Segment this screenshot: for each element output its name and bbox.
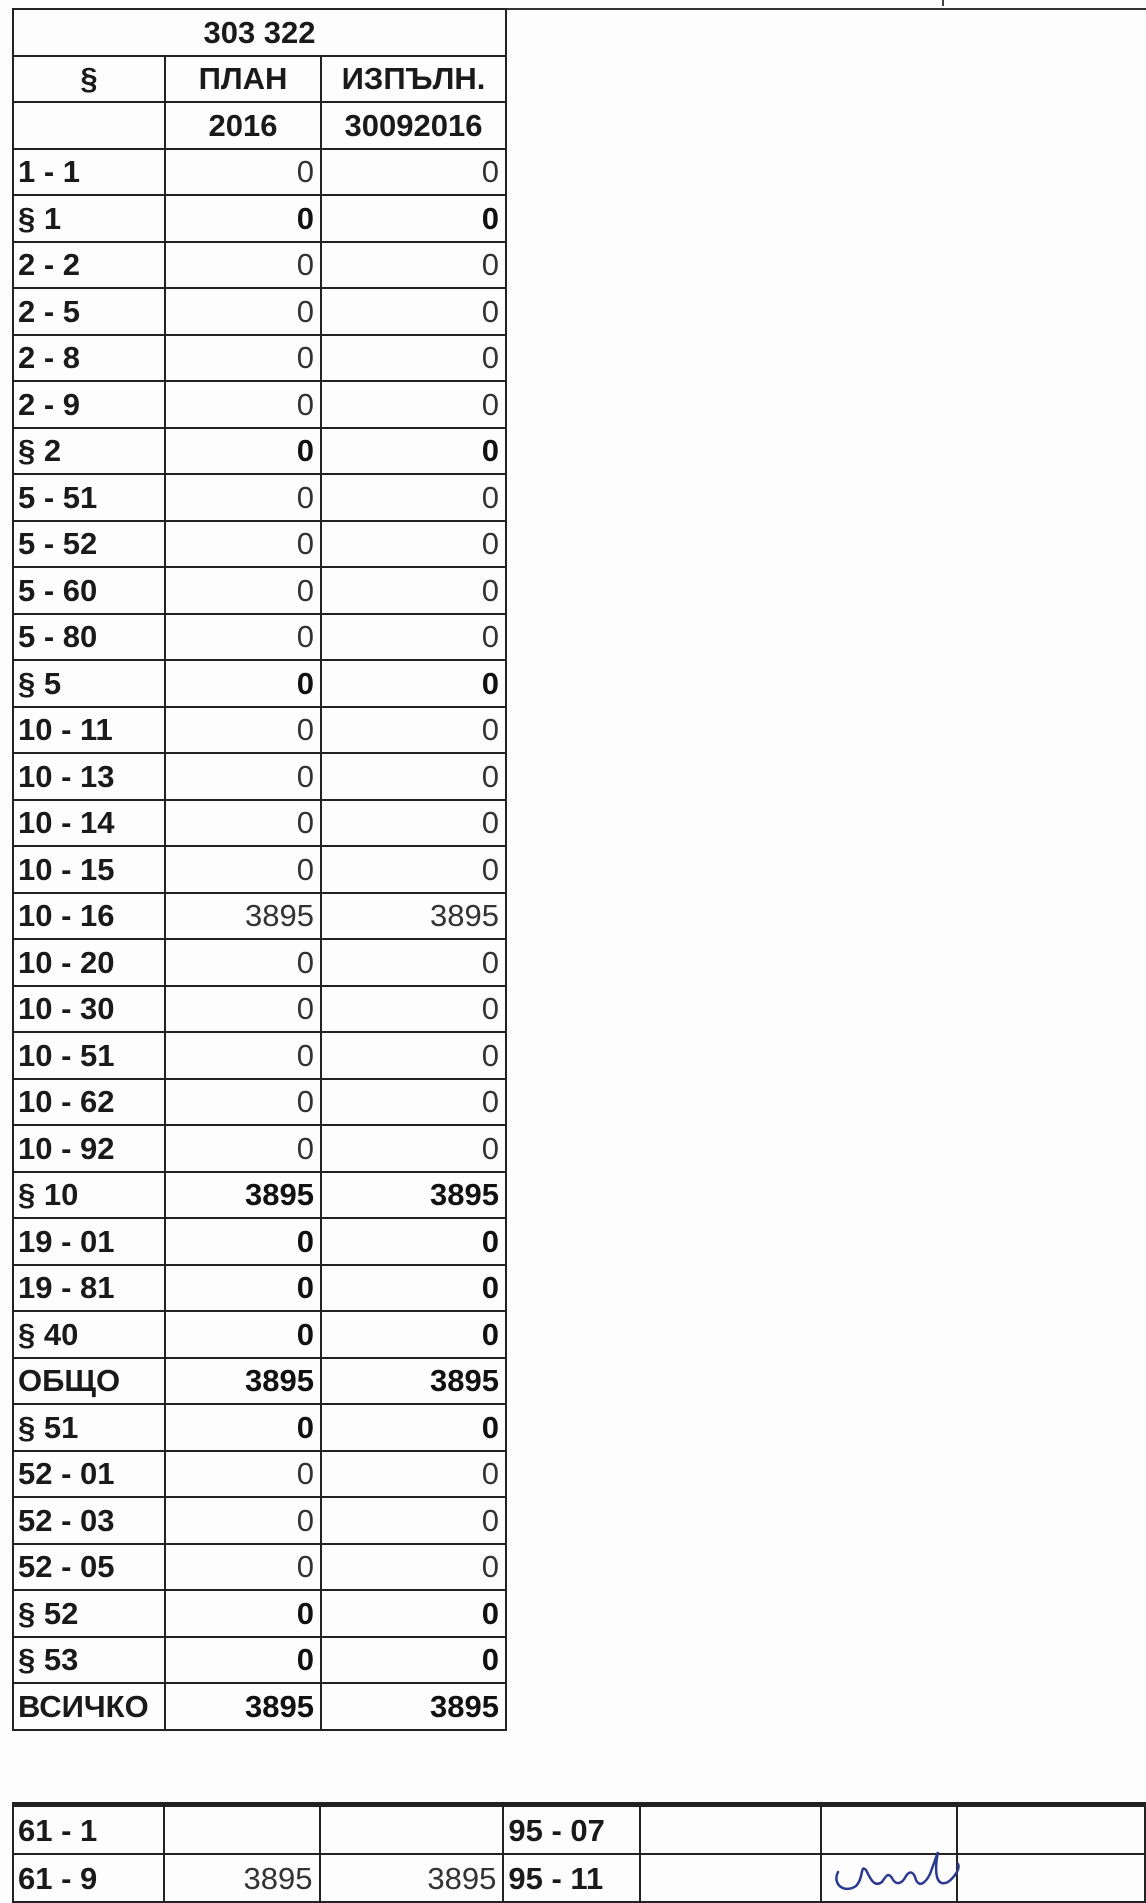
row-code: § 10 bbox=[13, 1172, 165, 1219]
table-row bbox=[13, 567, 506, 614]
table-row bbox=[13, 381, 506, 428]
table-row bbox=[13, 1265, 506, 1312]
row-plan-value: 0 bbox=[165, 381, 321, 428]
row-code: 10 - 20 bbox=[13, 939, 165, 986]
row-plan-value: 0 bbox=[165, 800, 321, 847]
period-empty-cell bbox=[13, 102, 165, 149]
row-plan-value: 0 bbox=[165, 1451, 321, 1498]
table-row bbox=[13, 1497, 506, 1544]
row-execution-value: 0 bbox=[321, 1544, 506, 1591]
execution-date: 30092016 bbox=[321, 102, 506, 149]
table-row bbox=[13, 1590, 506, 1637]
row-execution-value: 0 bbox=[321, 846, 506, 893]
table-row bbox=[13, 893, 506, 940]
column-header-plan: ПЛАН bbox=[165, 56, 321, 103]
top-border-tick bbox=[942, 0, 944, 6]
row-code: 10 - 11 bbox=[13, 707, 165, 754]
row-execution-value: 0 bbox=[321, 939, 506, 986]
table-title: 303 322 bbox=[13, 9, 506, 56]
budget-table bbox=[12, 8, 507, 1731]
row-plan-value: 0 bbox=[165, 614, 321, 661]
row-code: ВСИЧКО bbox=[13, 1683, 165, 1730]
table-row bbox=[13, 1358, 506, 1405]
top-border-line bbox=[503, 8, 1146, 10]
row-execution-value: 0 bbox=[321, 1497, 506, 1544]
table-row bbox=[13, 195, 506, 242]
row-code: 5 - 80 bbox=[13, 614, 165, 661]
row-plan-value: 3895 bbox=[165, 1358, 321, 1405]
row-execution-value: 0 bbox=[321, 335, 506, 382]
row-plan-value: 0 bbox=[165, 195, 321, 242]
title-row bbox=[13, 9, 506, 56]
row-plan-value: 0 bbox=[165, 1590, 321, 1637]
empty-cell bbox=[640, 1854, 821, 1902]
row-execution-value: 3895 bbox=[321, 1358, 506, 1405]
row-code: 1 - 1 bbox=[13, 149, 165, 196]
row-code: 2 - 8 bbox=[13, 335, 165, 382]
table-row bbox=[13, 1172, 506, 1219]
row-plan-value: 0 bbox=[165, 474, 321, 521]
header-row bbox=[13, 56, 506, 103]
row-plan-value: 0 bbox=[165, 1497, 321, 1544]
row-plan-value: 3895 bbox=[165, 893, 321, 940]
row-code: § 40 bbox=[13, 1311, 165, 1358]
row-plan-value: 0 bbox=[165, 986, 321, 1033]
row-code: 2 - 5 bbox=[13, 288, 165, 335]
table-row bbox=[13, 242, 506, 289]
row-execution-value: 0 bbox=[321, 1451, 506, 1498]
row-code: 10 - 13 bbox=[13, 753, 165, 800]
row-plan-value: 0 bbox=[165, 1311, 321, 1358]
row-execution-value: 0 bbox=[321, 1265, 506, 1312]
table-row bbox=[13, 288, 506, 335]
row-execution-value: 0 bbox=[321, 707, 506, 754]
bottom-row-code-right: 95 - 11 bbox=[503, 1854, 640, 1902]
row-execution-value: 0 bbox=[321, 195, 506, 242]
row-code: 10 - 51 bbox=[13, 1032, 165, 1079]
row-code: 10 - 14 bbox=[13, 800, 165, 847]
row-execution-value: 0 bbox=[321, 428, 506, 475]
table-row bbox=[13, 753, 506, 800]
row-code: § 5 bbox=[13, 660, 165, 707]
row-code: § 51 bbox=[13, 1404, 165, 1451]
row-plan-value: 3895 bbox=[165, 1683, 321, 1730]
row-execution-value: 0 bbox=[321, 986, 506, 1033]
row-execution-value: 0 bbox=[321, 753, 506, 800]
row-execution-value: 3895 bbox=[321, 1683, 506, 1730]
table-row bbox=[13, 614, 506, 661]
table-row bbox=[13, 1544, 506, 1591]
row-plan-value: 0 bbox=[165, 707, 321, 754]
row-code: 52 - 03 bbox=[13, 1497, 165, 1544]
bottom-row-code: 61 - 1 bbox=[13, 1805, 164, 1855]
row-execution-value: 0 bbox=[321, 1590, 506, 1637]
row-code: 10 - 30 bbox=[13, 986, 165, 1033]
row-execution-value: 0 bbox=[321, 381, 506, 428]
row-plan-value: 0 bbox=[165, 521, 321, 568]
row-execution-value: 0 bbox=[321, 1637, 506, 1684]
row-execution-value: 0 bbox=[321, 242, 506, 289]
table-row bbox=[13, 1311, 506, 1358]
row-code: 5 - 52 bbox=[13, 521, 165, 568]
table-row bbox=[13, 149, 506, 196]
empty-cell bbox=[640, 1805, 821, 1855]
period-row bbox=[13, 102, 506, 149]
table-row bbox=[13, 707, 506, 754]
table-row bbox=[13, 1637, 506, 1684]
table-row bbox=[13, 335, 506, 382]
row-plan-value: 0 bbox=[165, 939, 321, 986]
row-execution-value: 0 bbox=[321, 614, 506, 661]
row-code: 2 - 2 bbox=[13, 242, 165, 289]
row-execution-value: 3895 bbox=[321, 893, 506, 940]
column-header-code: § bbox=[13, 56, 165, 103]
row-code: 5 - 60 bbox=[13, 567, 165, 614]
table-row bbox=[13, 521, 506, 568]
bottom-row-code-right: 95 - 07 bbox=[503, 1805, 640, 1855]
row-execution-value: 0 bbox=[321, 288, 506, 335]
row-execution-value: 0 bbox=[321, 1079, 506, 1126]
row-plan-value: 3895 bbox=[165, 1172, 321, 1219]
row-execution-value: 3895 bbox=[321, 1172, 506, 1219]
row-plan-value: 0 bbox=[165, 1218, 321, 1265]
row-execution-value: 0 bbox=[321, 149, 506, 196]
bottom-row-execution-value bbox=[320, 1805, 504, 1855]
row-code: 19 - 01 bbox=[13, 1218, 165, 1265]
row-code: § 53 bbox=[13, 1637, 165, 1684]
row-plan-value: 0 bbox=[165, 567, 321, 614]
row-execution-value: 0 bbox=[321, 1218, 506, 1265]
row-plan-value: 0 bbox=[165, 1079, 321, 1126]
row-plan-value: 0 bbox=[165, 288, 321, 335]
row-execution-value: 0 bbox=[321, 521, 506, 568]
row-code: § 1 bbox=[13, 195, 165, 242]
table-row bbox=[13, 1125, 506, 1172]
row-code: 19 - 81 bbox=[13, 1265, 165, 1312]
table-row bbox=[13, 428, 506, 475]
row-plan-value: 0 bbox=[165, 846, 321, 893]
row-plan-value: 0 bbox=[165, 753, 321, 800]
row-plan-value: 0 bbox=[165, 149, 321, 196]
row-code: 10 - 92 bbox=[13, 1125, 165, 1172]
row-plan-value: 0 bbox=[165, 1265, 321, 1312]
column-header-execution: ИЗПЪЛН. bbox=[321, 56, 506, 103]
row-plan-value: 0 bbox=[165, 1637, 321, 1684]
row-execution-value: 0 bbox=[321, 1125, 506, 1172]
bottom-row-execution-value: 3895 bbox=[320, 1854, 504, 1902]
table-row bbox=[13, 1079, 506, 1126]
table-row bbox=[13, 1404, 506, 1451]
row-plan-value: 0 bbox=[165, 1404, 321, 1451]
row-execution-value: 0 bbox=[321, 567, 506, 614]
bottom-row-plan-value: 3895 bbox=[164, 1854, 319, 1902]
table-row bbox=[13, 986, 506, 1033]
table-row bbox=[13, 1218, 506, 1265]
plan-year: 2016 bbox=[165, 102, 321, 149]
row-execution-value: 0 bbox=[321, 1032, 506, 1079]
row-code: 10 - 62 bbox=[13, 1079, 165, 1126]
row-execution-value: 0 bbox=[321, 800, 506, 847]
row-execution-value: 0 bbox=[321, 474, 506, 521]
row-code: 52 - 05 bbox=[13, 1544, 165, 1591]
row-execution-value: 0 bbox=[321, 1404, 506, 1451]
row-code: 2 - 9 bbox=[13, 381, 165, 428]
row-plan-value: 0 bbox=[165, 1544, 321, 1591]
table-row bbox=[13, 1683, 506, 1730]
row-code: 10 - 15 bbox=[13, 846, 165, 893]
row-plan-value: 0 bbox=[165, 1125, 321, 1172]
row-plan-value: 0 bbox=[165, 242, 321, 289]
table-row bbox=[13, 1451, 506, 1498]
row-code: 5 - 51 bbox=[13, 474, 165, 521]
row-code: ОБЩО bbox=[13, 1358, 165, 1405]
row-execution-value: 0 bbox=[321, 1311, 506, 1358]
row-plan-value: 0 bbox=[165, 335, 321, 382]
table-row bbox=[13, 474, 506, 521]
table-row bbox=[13, 800, 506, 847]
row-code: 52 - 01 bbox=[13, 1451, 165, 1498]
row-execution-value: 0 bbox=[321, 660, 506, 707]
row-code: § 52 bbox=[13, 1590, 165, 1637]
row-code: § 2 bbox=[13, 428, 165, 475]
row-plan-value: 0 bbox=[165, 428, 321, 475]
row-code: 10 - 16 bbox=[13, 893, 165, 940]
bottom-row-code: 61 - 9 bbox=[13, 1854, 164, 1902]
row-plan-value: 0 bbox=[165, 660, 321, 707]
table-row bbox=[13, 939, 506, 986]
handwritten-signature bbox=[830, 1842, 1000, 1897]
row-plan-value: 0 bbox=[165, 1032, 321, 1079]
table-row bbox=[13, 660, 506, 707]
bottom-row-plan-value bbox=[164, 1805, 319, 1855]
table-row bbox=[13, 1032, 506, 1079]
table-row bbox=[13, 846, 506, 893]
